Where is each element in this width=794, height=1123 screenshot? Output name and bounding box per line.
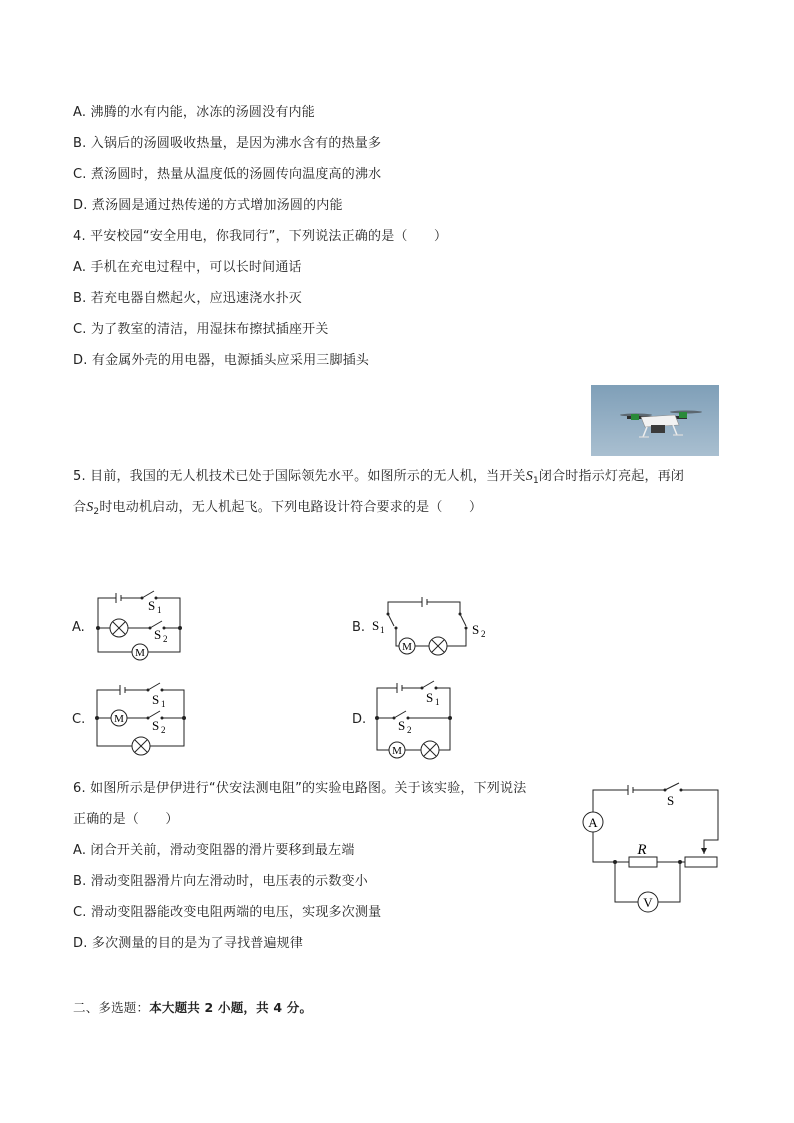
- voltammeter-circuit-diagram: [580, 780, 726, 920]
- motor-symbol: M: [135, 647, 145, 659]
- q6-stem-line2: 正确的是（ ）: [73, 812, 179, 827]
- q6-option-a: A. 闭合开关前，滑动变阻器的滑片要移到最左端: [73, 843, 355, 858]
- switch-sub: 1: [161, 699, 166, 709]
- circuit-d-label: D.: [352, 712, 367, 727]
- section-2-text: 本大题共 2 小题，共 4 分。: [149, 1000, 313, 1015]
- switch-label: S: [398, 718, 406, 733]
- circuit-c-label: C.: [72, 712, 86, 727]
- switch-sub: 2: [407, 725, 412, 735]
- switch-label: S: [426, 690, 434, 705]
- switch-label: S: [152, 692, 160, 707]
- switch-s2-symbol: S: [86, 500, 94, 515]
- voltmeter-symbol: V: [643, 895, 653, 910]
- q4-option-b: B. 若充电器自燃起火，应迅速浇水扑灭: [73, 291, 302, 306]
- circuit-a-diagram: [92, 588, 188, 664]
- switch-sub: 1: [435, 697, 440, 707]
- q5-text-2a: 合: [73, 500, 87, 515]
- q4-stem: 4. 平安校园“安全用电，你我同行”，下列说法正确的是（ ）: [73, 229, 448, 244]
- switch-s1-symbol: S: [525, 469, 533, 484]
- q6-option-c: C. 滑动变阻器能改变电阻两端的电压，实现多次测量: [73, 905, 382, 920]
- switch-sub: 1: [380, 625, 385, 635]
- q5-stem-line1: [73, 469, 684, 489]
- q4-option-c: C. 为了教室的清洁，用湿抹布擦拭插座开关: [73, 322, 329, 337]
- q3-option-a: A. 沸腾的水有内能，冰冻的汤圆没有内能: [73, 105, 315, 120]
- circuit-b-label: B.: [352, 620, 366, 635]
- q3-option-c: C. 煮汤圆时，热量从温度低的汤圆传向温度高的沸水: [73, 167, 382, 182]
- switch-sub: 2: [161, 725, 166, 735]
- q3-option-d: D. 煮汤圆是通过热传递的方式增加汤圆的内能: [73, 198, 343, 213]
- q6-stem-line1: 6. 如图所示是伊伊进行“伏安法测电阻”的实验电路图。关于该实验，下列说法: [73, 781, 527, 796]
- circuit-c-diagram: [90, 680, 190, 760]
- motor-symbol: M: [114, 713, 124, 725]
- motor-symbol: M: [402, 641, 412, 653]
- q5-text-1a: 5. 目前，我国的无人机技术已处于国际领先水平。如图所示的无人机，当开关: [73, 469, 526, 484]
- circuit-d-diagram: [370, 678, 458, 764]
- circuit-a-label: A.: [72, 620, 85, 635]
- switch-s1-subscript: 1: [532, 476, 539, 486]
- q5-text-1b: 闭合时指示灯亮起，再闭: [538, 469, 685, 484]
- drone-photo: [591, 385, 719, 456]
- q5-text-2b: 时电动机启动，无人机起飞。下列电路设计符合要求的是（ ）: [99, 500, 483, 515]
- section-2-prefix: 二、多选题：: [73, 1000, 150, 1015]
- section-2-heading: [73, 1000, 312, 1016]
- q4-option-d: D. 有金属外壳的用电器，电源插头应采用三脚插头: [73, 353, 370, 368]
- switch-sub: 1: [157, 605, 162, 615]
- switch-label: S: [152, 718, 160, 733]
- switch-label: S: [372, 618, 380, 633]
- q4-option-a: A. 手机在充电过程中，可以长时间通话: [73, 260, 302, 275]
- q3-option-b: B. 入锅后的汤圆吸收热量，是因为沸水含有的热量多: [73, 136, 382, 151]
- q5-stem-line2: [73, 500, 482, 520]
- q6-option-b: B. 滑动变阻器滑片向左滑动时，电压表的示数变小: [73, 874, 368, 889]
- q6-option-d: D. 多次测量的目的是为了寻找普遍规律: [73, 936, 304, 951]
- circuit-b-diagram: [370, 594, 492, 660]
- ammeter-symbol: A: [588, 815, 598, 830]
- resistor-symbol: R: [637, 842, 647, 858]
- motor-symbol: M: [392, 745, 402, 757]
- switch-sub: 2: [481, 629, 486, 639]
- switch-label: S: [154, 627, 162, 642]
- switch-label: S: [148, 598, 156, 613]
- switch-symbol: S: [667, 793, 675, 808]
- switch-s2-subscript: 2: [93, 507, 100, 517]
- switch-label: S: [472, 622, 480, 637]
- switch-sub: 2: [163, 634, 168, 644]
